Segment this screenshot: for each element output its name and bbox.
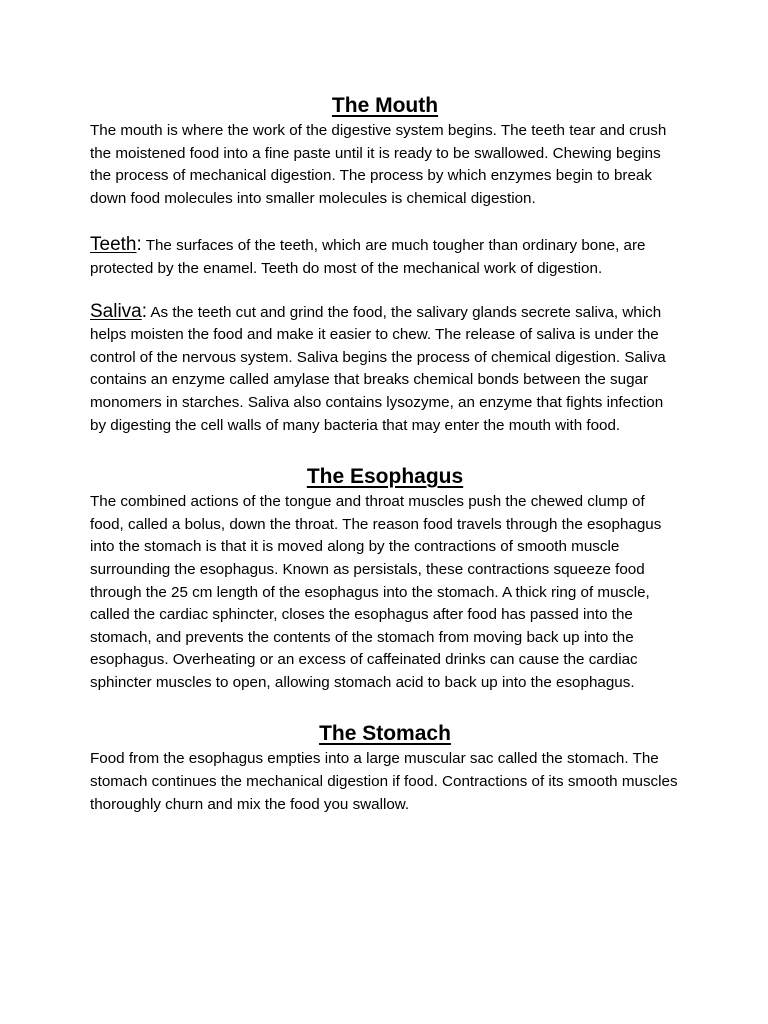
esophagus-paragraph: The combined actions of the tongue and throat muscles push the chewed clump of food, called a bolus, down the throat. The reason food travels through the esophagus into the stomach is that it is moved along by the contractions of smooth muscle surrounding the esophagus. Known as persistals, these contractions squeeze food through the 25 cm length of the esophagus into the stomach. A thick ring of muscle, called the cardiac sphincter, closes the esophagus after food has passed into the stomach, and prevents the contents of the stomach from moving back up into the esophagus. Overheating or an excess of caffeinated drinks can cause the cardiac sphincter muscles to open, allowing stomach acid to back up into the esophagus. (90, 493, 662, 691)
saliva-term-colon: : (141, 300, 148, 322)
teeth-text: The surfaces of the teeth, which are much tougher than ordinary bone, are protected by the enamel. Teeth do most of the mechanical work of digestion. (90, 237, 646, 277)
saliva-paragraph (90, 301, 680, 438)
spacer (90, 437, 680, 463)
saliva-text: As the teeth cut and grind the food, the salivary glands secrete saliva, which helps moisten the food and make it easier to chew. The release of saliva is under the control of the nervous system. Saliva begins the process of chemical digestion. Saliva contains an enzyme called amylase that breaks chemical bonds between the sugar monomers in starches. Saliva also contains lysozyme, an enzyme that fights infection by digesting the cell walls of many bacteria that may enter the mouth with food. (90, 303, 666, 434)
document-page (90, 92, 680, 816)
teeth-paragraph (90, 234, 680, 280)
mouth-intro-paragraph: The mouth is where the work of the digestive system begins. The teeth tear and crush the moistened food into a fine paste until it is ready to be swallowed. Chewing begins the process of mechanical digestion. The process by which enzymes begin to break down food molecules into smaller molecules is chemical digestion. (90, 122, 667, 207)
saliva-term: Saliva (90, 300, 142, 322)
teeth-term: Teeth (90, 234, 137, 256)
stomach-paragraph: Food from the esophagus empties into a large muscular sac called the stomach. The stomach continues the mechanical digestion if food. Contractions of its smooth muscles thoroughly churn and mix the food you swallow. (90, 750, 678, 813)
spacer (90, 694, 680, 720)
esophagus-heading: The Esophagus (306, 465, 464, 489)
mouth-heading: The Mouth (331, 94, 439, 117)
spacer (90, 281, 680, 301)
spacer (90, 210, 680, 234)
stomach-heading: The Stomach (319, 722, 451, 746)
teeth-term-colon: : (136, 234, 142, 256)
